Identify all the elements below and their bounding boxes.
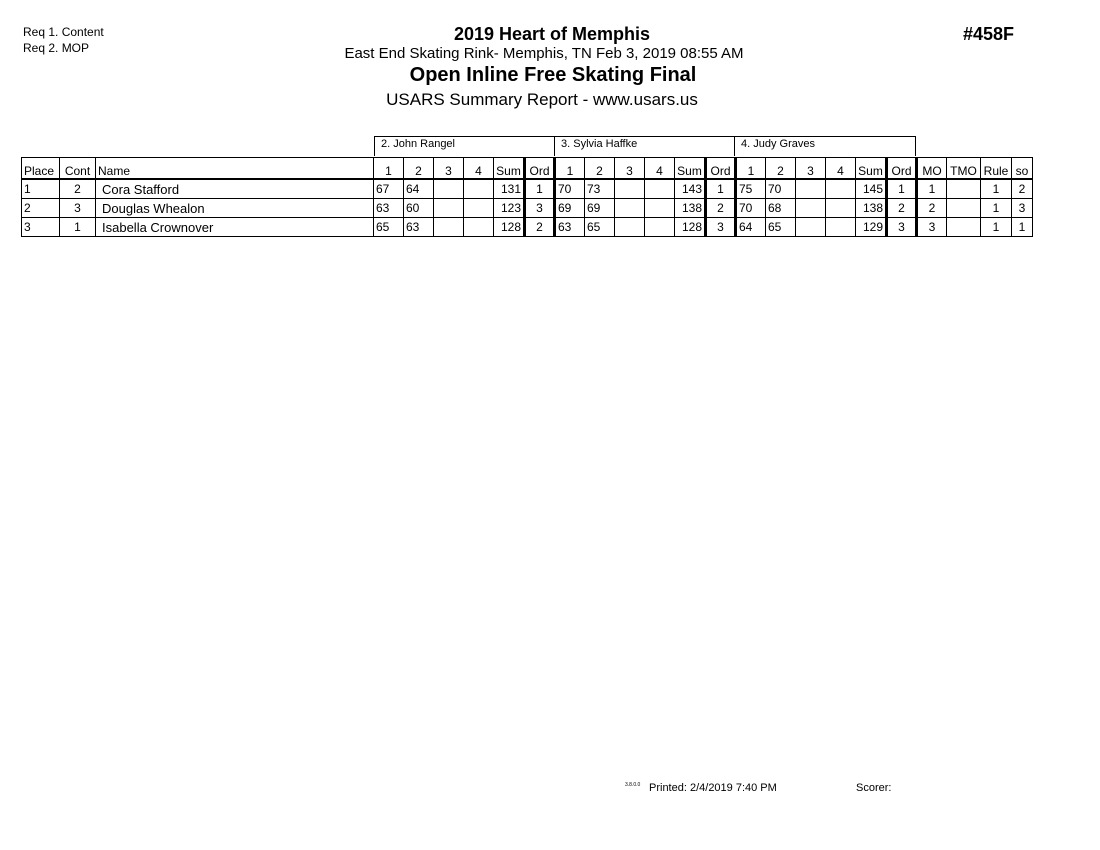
- table-row: [22, 179, 1033, 199]
- score-cell: 63: [374, 199, 404, 218]
- table-row: [22, 199, 1033, 218]
- header-j1-s2: 2: [404, 158, 434, 180]
- ordinal-cell: 3: [706, 218, 736, 237]
- judge-header-1: 2. John Rangel: [374, 136, 555, 156]
- sum-cell: 128: [494, 218, 525, 237]
- ordinal-cell: 1: [525, 179, 555, 199]
- score-cell: [826, 199, 856, 218]
- score-cell: 70: [555, 179, 585, 199]
- header-rule: Rule: [981, 158, 1012, 180]
- header-j3-s4: 4: [826, 158, 856, 180]
- judge-header-2: 3. Sylvia Haffke: [554, 136, 735, 156]
- header-j1-s3: 3: [434, 158, 464, 180]
- skater-name: Cora Stafford: [96, 179, 374, 199]
- ordinal-cell: 1: [887, 179, 917, 199]
- sum-cell: 123: [494, 199, 525, 218]
- score-cell: [434, 199, 464, 218]
- score-cell: 60: [404, 199, 434, 218]
- header-place: Place: [22, 158, 60, 180]
- ordinal-cell: 2: [706, 199, 736, 218]
- score-cell: [615, 199, 645, 218]
- sum-cell: 131: [494, 179, 525, 199]
- tmo-cell: [947, 179, 981, 199]
- rule-cell: 1: [981, 218, 1012, 237]
- mo-cell: 2: [917, 199, 947, 218]
- sum-cell: 129: [856, 218, 887, 237]
- row-cont: 1: [60, 218, 96, 237]
- tmo-cell: [947, 218, 981, 237]
- printed-timestamp: Printed: 2/4/2019 7:40 PM: [649, 782, 777, 794]
- header-mo: MO: [917, 158, 947, 180]
- sum-cell: 138: [856, 199, 887, 218]
- so-cell: 2: [1012, 179, 1033, 199]
- header-cont: Cont: [60, 158, 96, 180]
- score-cell: [796, 218, 826, 237]
- so-cell: 1: [1012, 218, 1033, 237]
- skater-name: Isabella Crownover: [96, 218, 374, 237]
- header-j1-ord: Ord: [525, 158, 555, 180]
- score-cell: 70: [766, 179, 796, 199]
- header-j3-ord: Ord: [887, 158, 917, 180]
- score-cell: 65: [374, 218, 404, 237]
- score-cell: 75: [736, 179, 766, 199]
- header-j1-sum: Sum: [494, 158, 525, 180]
- score-cell: 63: [555, 218, 585, 237]
- version-label: 3.8.0.0: [625, 782, 641, 788]
- score-cell: [826, 179, 856, 199]
- row-place: 2: [22, 199, 60, 218]
- score-cell: 64: [736, 218, 766, 237]
- table-row: [22, 218, 1033, 237]
- location-line: East End Skating Rink- Memphis, TN Feb 3, 2019 08:55 AM: [344, 45, 744, 62]
- form-id: #458F: [963, 24, 1015, 44]
- row-cont: 3: [60, 199, 96, 218]
- score-cell: [826, 218, 856, 237]
- scorer-label: Scorer:: [856, 782, 892, 794]
- score-cell: [796, 179, 826, 199]
- score-cell: 69: [555, 199, 585, 218]
- ordinal-cell: 1: [706, 179, 736, 199]
- requirement-1: Req 1. Content: [23, 25, 104, 39]
- ordinal-cell: 2: [525, 218, 555, 237]
- event-title: 2019 Heart of Memphis: [453, 24, 651, 44]
- score-cell: [645, 218, 675, 237]
- sum-cell: 128: [675, 218, 706, 237]
- requirement-2: Req 2. MOP: [23, 41, 90, 55]
- score-cell: 69: [585, 199, 615, 218]
- header-name: Name: [96, 158, 374, 180]
- header-j2-sum: Sum: [675, 158, 706, 180]
- header-j1-s4: 4: [464, 158, 494, 180]
- mo-cell: 1: [917, 179, 947, 199]
- header-j3-sum: Sum: [856, 158, 887, 180]
- header-j3-s2: 2: [766, 158, 796, 180]
- sum-cell: 145: [856, 179, 887, 199]
- row-cont: 2: [60, 179, 96, 199]
- score-cell: [464, 199, 494, 218]
- ordinal-cell: 2: [887, 199, 917, 218]
- score-cell: [434, 218, 464, 237]
- header-so: so: [1012, 158, 1033, 180]
- header-j2-ord: Ord: [706, 158, 736, 180]
- score-cell: 65: [585, 218, 615, 237]
- header-tmo: TMO: [947, 158, 981, 180]
- ordinal-cell: 3: [525, 199, 555, 218]
- score-cell: [434, 179, 464, 199]
- header-j2-s3: 3: [615, 158, 645, 180]
- judge-header-3: 4. Judy Graves: [734, 136, 916, 156]
- score-cell: [796, 199, 826, 218]
- score-cell: 68: [766, 199, 796, 218]
- score-cell: [464, 218, 494, 237]
- header-j2-s1: 1: [555, 158, 585, 180]
- report-title: USARS Summary Report - www.usars.us: [386, 90, 698, 109]
- tmo-cell: [947, 199, 981, 218]
- ordinal-cell: 3: [887, 218, 917, 237]
- header-j2-s2: 2: [585, 158, 615, 180]
- table-header-row: [22, 158, 1033, 180]
- header-j3-s3: 3: [796, 158, 826, 180]
- header-j1-s1: 1: [374, 158, 404, 180]
- header-j2-s4: 4: [645, 158, 675, 180]
- score-cell: 73: [585, 179, 615, 199]
- score-cell: 64: [404, 179, 434, 199]
- row-place: 3: [22, 218, 60, 237]
- score-cell: [615, 218, 645, 237]
- mo-cell: 3: [917, 218, 947, 237]
- score-cell: 67: [374, 179, 404, 199]
- sum-cell: 138: [675, 199, 706, 218]
- header-j3-s1: 1: [736, 158, 766, 180]
- sum-cell: 143: [675, 179, 706, 199]
- score-cell: [645, 179, 675, 199]
- rule-cell: 1: [981, 179, 1012, 199]
- score-cell: 63: [404, 218, 434, 237]
- row-place: 1: [22, 179, 60, 199]
- skater-name: Douglas Whealon: [96, 199, 374, 218]
- score-cell: [464, 179, 494, 199]
- score-cell: [645, 199, 675, 218]
- score-cell: [615, 179, 645, 199]
- so-cell: 3: [1012, 199, 1033, 218]
- score-cell: 70: [736, 199, 766, 218]
- score-cell: 65: [766, 218, 796, 237]
- results-table: [21, 157, 1033, 237]
- rule-cell: 1: [981, 199, 1012, 218]
- competition-title: Open Inline Free Skating Final: [409, 64, 697, 86]
